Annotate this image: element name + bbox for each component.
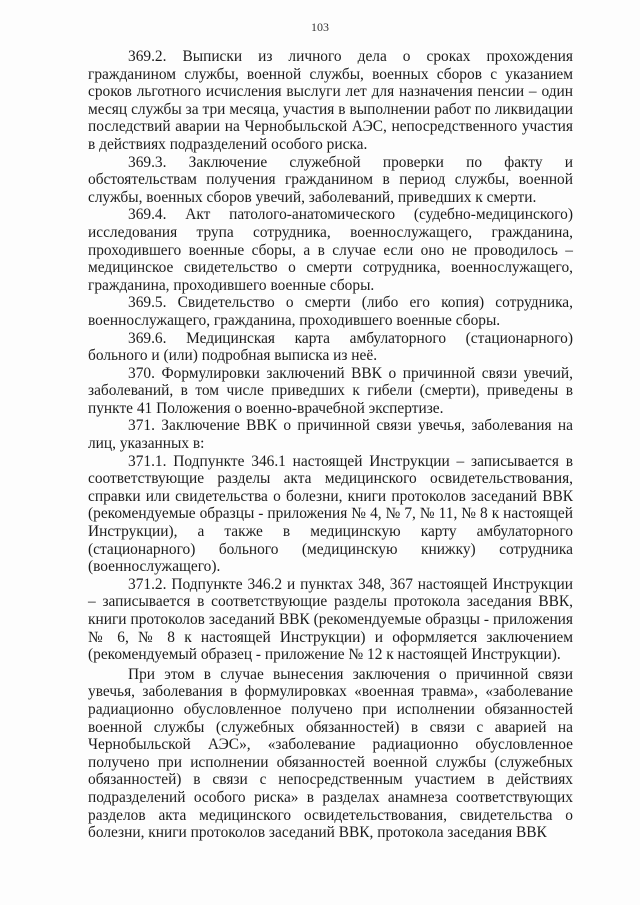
paragraph-note: При этом в случае вынесения заключения о причинной связи увечья, заболевания в формулировках «военная травма», «заболевание радиационно обусловленное получено при исполнении обязанностей военной службы (служебных обязанностей) в связи с аварией на Чернобыльской АЭС», «заболевание радиационно обусловленное получено при исполнении обязанностей военной службы (служебных обязанностей) в связи с непосредственным участием в действиях подразделений особого риска» в разделах анамнеза соответствующих разделов акта медицинского освидетельствования, свидетельства о болезни, книги протоколов заседаний ВВК, протокола заседания ВВК xyxy=(88,665,573,842)
paragraph-369-6: 369.6. Медицинская карта амбулаторного (стационарного) больного и (или) подробная выписка из неё. xyxy=(88,329,573,365)
page-number: 103 xyxy=(311,20,329,34)
paragraph-371-1: 371.1. Подпункте 346.1 настоящей Инструкции – записывается в соответствующие разделы акта медицинского освидетельствования, справки или свидетельства о болезни, книги протоколов заседаний ВВК (рекомендуемые образцы - приложения № 4, № 7, № 11, № 8 к настоящей Инструкции), а также в медицинскую карту амбулаторного (стационарного) больного (медицинскую книжку) сотрудника (военнослужащего). xyxy=(88,452,573,576)
paragraph-369-5: 369.5. Свидетельство о смерти (либо его копия) сотрудника, военнослужащего, гражданина, проходившего военные сборы. xyxy=(88,294,573,329)
paragraph-370: 370. Формулировки заключений ВВК о причинной связи увечий, заболеваний, в том числе приведших к гибели (смерти), приведены в пункте 41 Положения о военно-врачебной экспертизе. xyxy=(88,364,573,417)
document-body xyxy=(88,48,573,842)
paragraph-369-2: 369.2. Выписки из личного дела о сроках прохождения гражданином службы, военной службы, военных сборов с указанием сроков льготного исчисления выслуги лет для назначения пенсии – один месяц службы за три месяца, участия в выполнении работ по ликвидации последствий аварии на Чернобыльской АЭС, непосредственного участия в действиях подразделений особого риска. xyxy=(88,48,573,153)
paragraph-371-2: 371.2. Подпункте 346.2 и пунктах 348, 367 настоящей Инструкции – записывается в соответствующие разделы протокола заседания ВВК, книги протоколов заседаний ВВК (рекомендуемые образцы - приложения № 6, № 8 к настоящей Инструкции) и оформляется заключением (рекомендуемый образец - приложение № 12 к настоящей Инструкции). xyxy=(88,575,573,664)
paragraph-371: 371. Заключение ВВК о причинной связи увечья, заболевания на лиц, указанных в: xyxy=(88,417,573,453)
paragraph-369-4: 369.4. Акт патолого-анатомического (судебно-медицинского) исследования трупа сотрудника, военнослужащего, гражданина, проходившего военные сборы, а в случае если оно не проводилось – медицинское свидетельство о смерти сотрудника, военнослужащего, гражданина, проходившего военные сборы. xyxy=(88,206,573,294)
paragraph-369-3: 369.3. Заключение служебной проверки по факту и обстоятельствам получения гражданином в период службы, военной службы, военных сборов увечий, заболеваний, приведших к смерти. xyxy=(88,153,573,206)
